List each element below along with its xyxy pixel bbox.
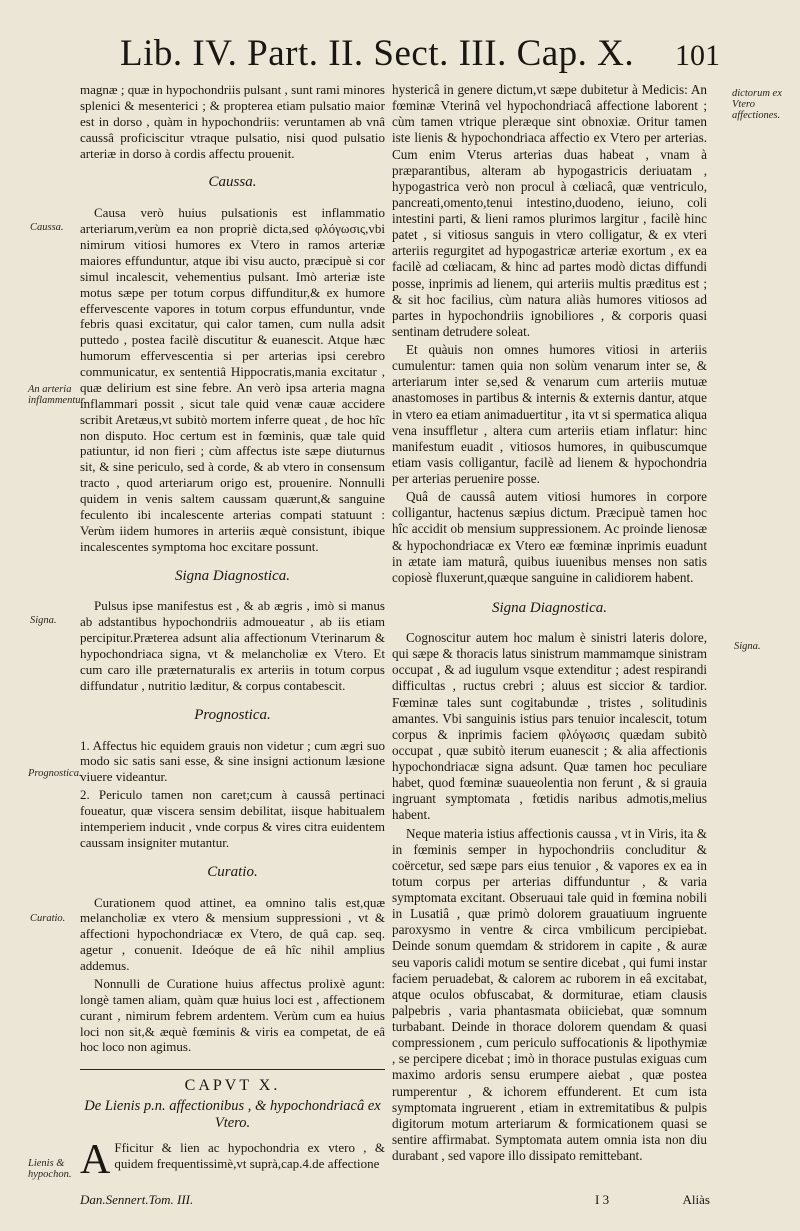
sheet-mark: I 3 xyxy=(595,1192,610,1207)
section-heading-caussa: Caussa. xyxy=(208,174,257,191)
section-heading-curatio: Curatio. xyxy=(207,863,258,880)
running-header xyxy=(120,32,720,76)
margin-note-lienis: Lienis & hypochon. xyxy=(28,1158,72,1180)
margin-note-curatio: Curatio. xyxy=(30,913,66,924)
page-number: 101 xyxy=(675,39,720,72)
opening-text: Fficitur & lien ac hypochondria ex vtero , & quidem frequentissimè,vt suprà,cap.4.de affectione xyxy=(114,1140,385,1171)
chapter-title: CAPVT X. xyxy=(184,1077,281,1095)
paragraph: 1. Affectus hic equidem grauis non videtur ; cum ægri suo modo sic satis sani esse, & sine insigni actionum læsione viuere videantur. xyxy=(80,737,385,785)
section-heading-signa-right: Signa Diagnostica. xyxy=(492,599,607,616)
paragraph: Pulsus ipse manifestus est , & ab ægris , imò si manus ab adstantibus hypochondriis admoueatur , ab iis etiam percipitur.Præterea adsunt alia affectionum Vterinarum & hypochondriaca signa, vt & melancholiæ ex Vtero. Et cum caro ille præternaturalis ex arteriis in totum corpus diffundatur , nutritio læditur, & corpus contabescit. xyxy=(80,598,385,693)
section-heading-prognostica: Prognostica. xyxy=(194,706,271,723)
paragraph: Causa verò huius pulsationis est inflammatio arteriarum,verùm ea non propriè dicta,sed φλόγωσις,vbi nimirum vitiosi humores ex Vtero in ramos arteriæ maiores effunduntur, atque ibi visu aucto, præcipuè si cor simul incalescit, vehementius pulsant. Imò arteriæ iste motus sæpe per totum corpus diffunditur,& ex humore effervescente vapores in totum corpus effunduntur, vnde febris quasi excitatur, qui calor tamen, cum nulla adsit puttedo , postea facilè discutitur & euanescit. Atque hæc humorum effervescentia si per arterias ipsi cerebro communicatur, ex sententiâ Hippocratis,mania excitatur , quæ delirium est sine febre. An verò ipsa arteria magna inflammari possit , sicut tale quid venæ cauæ accidere scribit Aretæus,vt subitò mortem inferre queat , de hoc hîc non disputo. Hoc certum est in fœminis, quæ tale quid patiuntur, id non fieri ; cùm affectus iste sæpe diuturnus sit, & sine periculo, sed à corde, & ab vtero in consensum tracto , quod arteriarum origo est, prouenire. Nonnulli quidem in venis saltem caussam quærunt,& sanguine feculento ibi incalescente arterias compati statuunt : Verùm iidem humores in arteriis æquè consistunt, ibique incalescentes symptoma hoc excitare possunt. xyxy=(80,205,385,554)
paragraph: magnæ ; quæ in hypochondriis pulsant , sunt rami minores splenici & mesenterici ; & propterea etiam pulsatio maior est in dorso , quàm in hypochondriis: veruntamen ab vnâ caussâ proficiscitur vtraque pulsatio, nisi quod pulsatio arteriæ in dorso à cordis affectu prouenit. xyxy=(80,82,385,161)
paragraph: Neque materia istius affectionis caussa , vt in Viris, ita & in fœminis semper in hypochondriis concluditur & coërcetur, sed sæpe pars eius tenuior , & vapores ex ea in totum corpus per arterias diffunduntur , & varia symptomata excitant. Obseruaui tale quid in fœmina nobili in Lusatiâ , quæ primò dolorem grauatiuum ingruente paroxysmo in ventre & circa vmbilicum percipiebat. Deinde sonum quemdam & stridorem in capite , & auræ seu vaporis calidi motum se sentire dicebat , qui fumi instar faciem peruadebat, & calorem ac ruborem in eâ excitabat, atque oculos obfuscabat, & dormiturae, etiam clausis palpebris , varia phantasmata obiiciebat, quæ somnum turbabant. Deinde in thorace dolorem quendam & quasi compressionem , cum periculo suffocationis & lipothymiæ , se percipere dicebat ; imò in thorace pustulas exiguas cum maximo ardoris sensu erumpere aiebat , quæ postea rumperentur , & ichorem effunderent. Et cum ista symptomata ingruerent , etiam in extremitatibus & pulpis digitorum motum arteriarum & formicationem quasi se sentire affirmabat. Symptomata autem omnia ista non diu durabant , sed vapore illo dissipato remittebant. xyxy=(392,825,707,1163)
paragraph: Curationem quod attinet, ea omnino talis est,quæ melancholiæ ex vtero & mensium suppressioni , vt & affectioni hypochondriacæ ex Vtero, de quâ cap. seq. agetur , conuenit. Ideóque de eâ hîc nihil amplius addemus. xyxy=(80,894,385,973)
chapter-subtitle: De Lienis p.n. affectionibus , & hypochondriacâ ex Vtero. xyxy=(84,1098,381,1132)
paragraph: hystericâ in genere dictum,vt sæpe dubitetur à Medicis: An fœminæ Vterinâ vel hypochondriacâ affectione laborent ; cùm tamen vtrique pleræque sint obnoxiæ. Oritur tamen iste lienis & hypochondriaca affectio ex Vtero per arterias. Cum enim Vterus arterias duas habeat , vnam à præparantibus, alteram ab hypogastricis deriuatam , hypogastrica verò non procul à cœliacâ, quæ ventriculo, pancreati,omento,tenui intestino,duodeno, ieiuno, coli intestini parti, & lieni ramos plurimos largitur , facilè hinc patet , si vitiosus sanguis in vtero colligatur, & ex vteri arteriis regurgitet ad hypogastricæ arteriæ exortum , ex ea facilè ad cœliacam, & hinc ad partes modò dictas diffundi posse, inprimis ad lienem, qui arteriis multis præditus est ; & sit hoc facilius, cùm natura aliàs humores vitiosos ad partes in hypochondriis ignobiliores , & corporis quasi sentinam detrudere soleat. xyxy=(392,82,707,339)
drop-cap: A xyxy=(80,1137,111,1184)
left-column xyxy=(80,82,385,1184)
chapter-opening xyxy=(80,1137,385,1184)
printer-signature: Dan.Sennert.Tom. III. xyxy=(80,1192,194,1207)
page-footer xyxy=(80,1192,710,1210)
running-title: Lib. IV. Part. II. Sect. III. Cap. X. xyxy=(120,33,635,74)
margin-note-prognostica: Prognostica. xyxy=(28,768,82,779)
paragraph: Nonnulli de Curatione huius affectus prolixè agunt: longè tamen aliam, quàm quæ huius loci est , affectionem curant , nimirum febrem ardentem. Verùm cum ea huius loci non sit,& æquè fœminis & viris ea competat, de eâ hoc loco non agimus. xyxy=(80,975,385,1055)
margin-note-signa-left: Signa. xyxy=(30,615,57,626)
chapter-divider xyxy=(80,1069,385,1070)
paragraph: Quâ de caussâ autem vitiosi humores in corpore colligantur, hactenus sæpius dictum. Præcipuè tamen hoc hîc accidit ob mensium suppressionem. Ac proinde lienosæ & hypochondriacæ ex Vtero eæ fœminæ inprimis euadunt in ætate iam maturâ, quibus iuuenibus menses non satis copiosè fluxerunt,quæque sanguine in calidiorem habent. xyxy=(392,489,707,585)
right-column xyxy=(392,82,707,1166)
margin-note-signa-right: Signa. xyxy=(734,641,761,652)
paragraph: Et quàuis non omnes humores vitiosi in arteriis cumulentur: tamen quia non solùm venarum inter se, & arteriarum inter se,sed & venarum cum arteriis mutuæ anastomoses in partibus & internis & externis dantur, atque in vtero ea etiam animaduertitur , ita vt si spermatica aliqua vena insuffletur , altera cum arteriis etiam inflatur: hinc manifestum euadit , vitiosos humores, in quibuscumque etiam vasis colligantur, facilè ad lienem & hypochondria per arterias peruenire posse. xyxy=(392,342,707,486)
paragraph: 2. Periculo tamen non caret;cum à caussâ pertinaci foueatur, quæ viscera sensim debilitat, iisque habitualem intemperiem inducit , vnde corpus & vires citra euidentem caussam insigniter mutantur. xyxy=(80,787,385,850)
paragraph: Cognoscitur autem hoc malum è sinistri lateris dolore, qui sæpe & thoracis latus sinistrum mammamque sinistram occupat , & ad iugulum vsque extenditur ; adest respirandi difficultas , ructus crebri ; aluus est siccior & tardior. Fœminæ tales sunt cogitabundæ , tristes , solitudinis amantes. Vbi sanguinis istius pars tenuior incalescit, totum corpus & inprimis faciem φλόγωσις quædam subitò occupat , quæ subitò iterum euanescit ; & alia affectionis hypochondriacæ signa adsunt. Quæ tamen hoc peculiare habet, quod fœminæ suaueolentia non ferunt , & si grauia ingruant symptomata , fœtidis naribus admotis,melius habent. xyxy=(392,630,707,823)
margin-note-dictorum: dictorum ex Vtero affectiones. xyxy=(732,88,782,121)
margin-note-caussa: Caussa. xyxy=(30,222,64,233)
catchword: Aliàs xyxy=(682,1192,710,1207)
section-heading-signa: Signa Diagnostica. xyxy=(175,567,290,584)
margin-note-arteria: An arteria inflammentur. xyxy=(28,384,87,406)
